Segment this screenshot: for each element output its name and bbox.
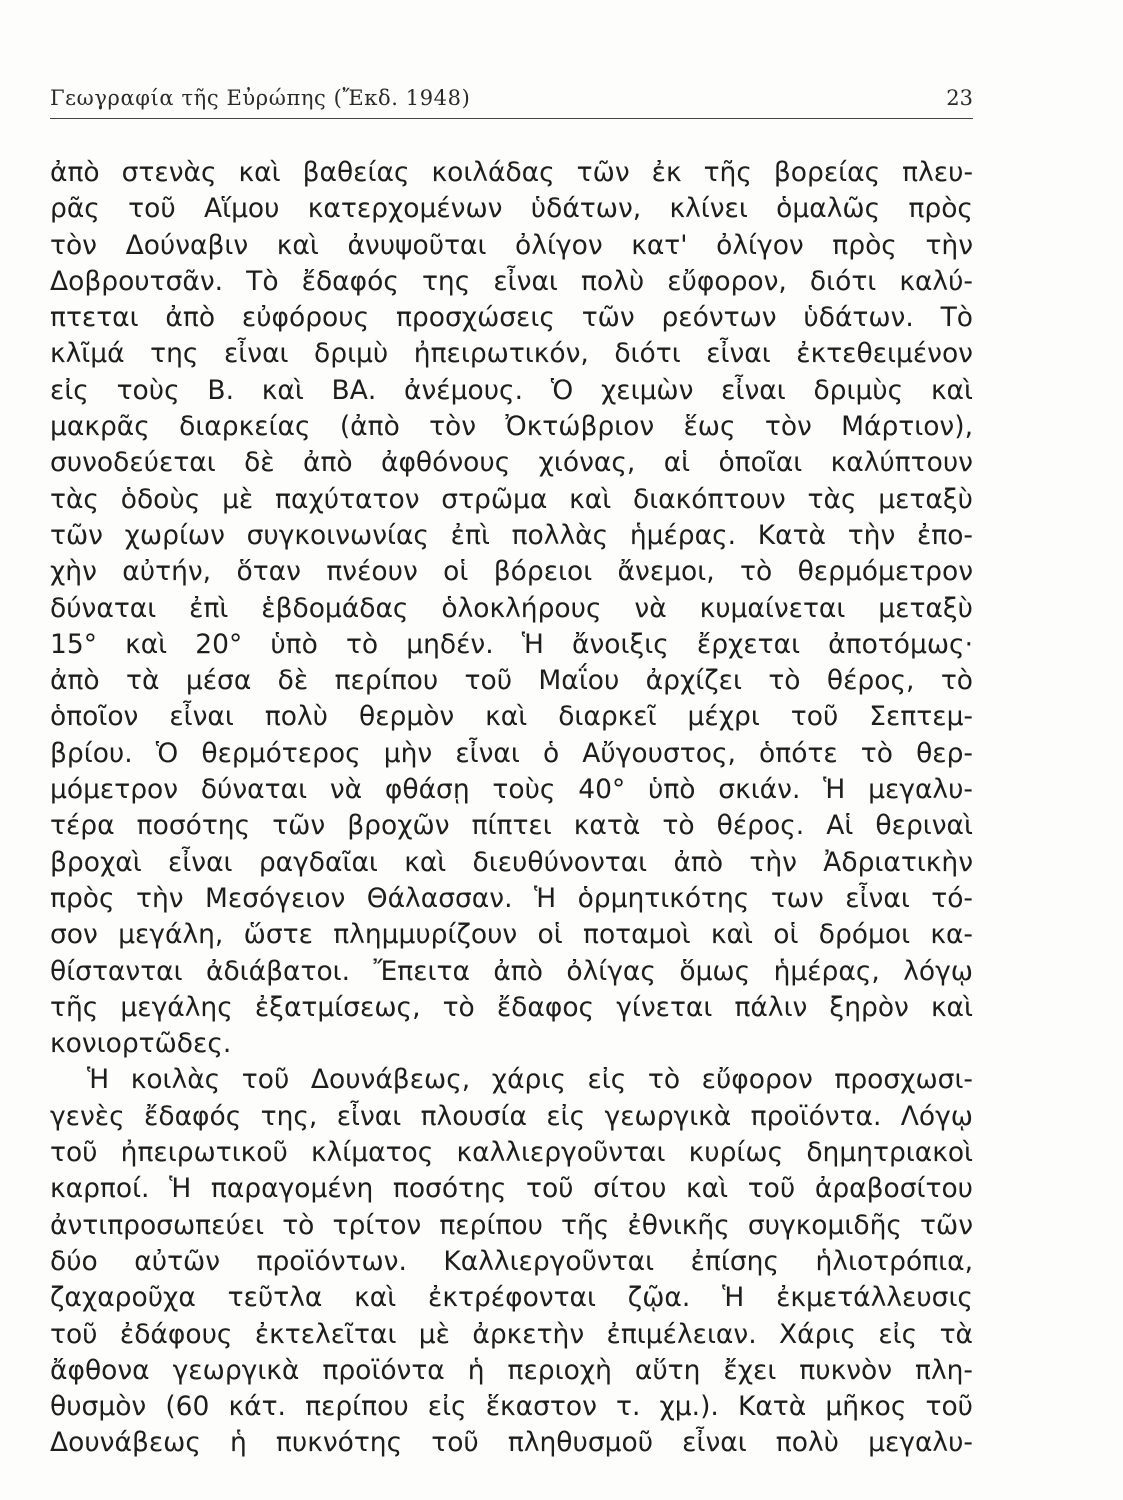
text-line: ἄφθονα γεωργικὰ προϊόντα ἡ περιοχὴ αὕτη ἔχει πυκνὸν πλη- <box>50 1354 973 1386</box>
text-line: σον μεγάλη, ὥστε πλημμυρίζουν οἱ ποταμοὶ καὶ οἱ δρόμοι κα- <box>50 919 973 951</box>
paragraph-2 <box>50 1062 973 1461</box>
text-line: συνοδεύεται δὲ ἀπὸ ἀφθόνους χιόνας, αἱ ὁποῖαι καλύπτουν <box>50 447 973 479</box>
text-line: μακρᾶς διαρκείας (ἀπὸ τὸν Ὀκτώβριον ἕως τὸν Μάρτιον), <box>50 411 973 443</box>
text-line: βροχαὶ εἶναι ραγδαῖαι καὶ διευθύνονται ἀπὸ τὴν Ἀδριατικὴν <box>50 846 973 878</box>
text-line: μόμετρον δύναται νὰ φθάσῃ τοὺς 40° ὑπὸ σκιάν. Ἡ μεγαλυ- <box>50 774 973 806</box>
text-line: δύο αὐτῶν προϊόντων. Καλλιεργοῦνται ἐπίσης ἡλιοτρόπια, <box>50 1245 973 1277</box>
paragraph-1 <box>50 155 973 1062</box>
text-line: ρᾶς τοῦ Αἵμου κατερχομένων ὑδάτων, κλίνει ὁμαλῶς πρὸς <box>50 193 973 225</box>
text-line: Δοβρουτσᾶν. Τὸ ἔδαφός της εἶναι πολὺ εὔφορον, διότι καλύ- <box>50 265 973 297</box>
text-line: δύναται ἐπὶ ἑβδομάδας ὁλοκλήρους νὰ κυμαίνεται μεταξὺ <box>50 592 973 624</box>
text-line: τῶν χωρίων συγκοινωνίας ἐπὶ πολλὰς ἡμέρας. Κατὰ τὴν ἐπο- <box>50 519 973 551</box>
text-line: Ἡ κοιλὰς τοῦ Δουνάβεως, χάρις εἰς τὸ εὔφορον προσχωσι- <box>87 1064 973 1096</box>
text-line: κλῖμά της εἶναι δριμὺ ἠπειρωτικόν, διότι εἶναι ἐκτεθειμένον <box>50 338 973 370</box>
text-line: ἀπὸ τὰ μέσα δὲ περίπου τοῦ Μαΐου ἀρχίζει τὸ θέρος, τὸ <box>50 665 973 697</box>
text-line: τοῦ ἐδάφους ἐκτελεῖται μὲ ἀρκετὴν ἐπιμέλειαν. Χάρις εἰς τὰ <box>50 1318 973 1350</box>
text-line: 15° καὶ 20° ὑπὸ τὸ μηδέν. Ἡ ἄνοιξις ἔρχεται ἀποτόμως· <box>50 628 973 660</box>
text-line: ζαχαροῦχα τεῦτλα καὶ ἐκτρέφονται ζῷα. Ἡ ἐκμετάλλευσις <box>50 1282 973 1314</box>
page-number: 23 <box>946 86 973 110</box>
text-line: θυσμὸν (60 κάτ. περίπου εἰς ἕκαστον τ. χμ.). Κατὰ μῆκος τοῦ <box>50 1391 973 1423</box>
text-line: τὰς ὁδοὺς μὲ παχύτατον στρῶμα καὶ διακόπτουν τὰς μεταξὺ <box>50 483 973 515</box>
text-line: βρίου. Ὁ θερμότερος μὴν εἶναι ὁ Αὔγουστος, ὁπότε τὸ θερ- <box>50 737 973 769</box>
body-text <box>50 155 973 1462</box>
text-line: Δουνάβεως ἡ πυκνότης τοῦ πληθυσμοῦ εἶναι πολὺ μεγαλυ- <box>50 1427 973 1459</box>
text-line: καρποί. Ἡ παραγομένη ποσότης τοῦ σίτου καὶ τοῦ ἀραβοσίτου <box>50 1173 973 1205</box>
text-line: πτεται ἀπὸ εὐφόρους προσχώσεις τῶν ρεόντων ὑδάτων. Τὸ <box>50 302 973 334</box>
running-title: Γεωγραφία τῆς Εὐρώπης (Ἔκδ. 1948) <box>50 86 471 110</box>
text-line: τὸν Δούναβιν καὶ ἀνυψοῦται ὀλίγον κατ' ὀλίγον πρὸς τὴν <box>50 229 973 261</box>
text-line: γενὲς ἔδαφός της, εἶναι πλουσία εἰς γεωργικὰ προϊόντα. Λόγῳ <box>50 1100 973 1132</box>
text-line: χὴν αὐτήν, ὅταν πνέουν οἱ βόρειοι ἄνεμοι, τὸ θερμόμετρον <box>50 556 973 588</box>
text-line: τῆς μεγάλης ἐξατμίσεως, τὸ ἔδαφος γίνεται πάλιν ξηρὸν καὶ <box>50 991 973 1023</box>
text-line: κονιορτῶδες. <box>50 1028 232 1060</box>
text-line: ὁποῖον εἶναι πολὺ θερμὸν καὶ διαρκεῖ μέχρι τοῦ Σεπτεμ- <box>50 701 973 733</box>
text-line: ἀντιπροσωπεύει τὸ τρίτον περίπου τῆς ἐθνικῆς συγκομιδῆς τῶν <box>50 1209 973 1241</box>
text-line: θίστανται ἀδιάβατοι. Ἔπειτα ἀπὸ ὀλίγας ὅμως ἡμέρας, λόγῳ <box>50 955 973 987</box>
text-line: τέρα ποσότης τῶν βροχῶν πίπτει κατὰ τὸ θέρος. Αἱ θεριναὶ <box>50 810 973 842</box>
text-line: τοῦ ἠπειρωτικοῦ κλίματος καλλιεργοῦνται κυρίως δημητριακοὶ <box>50 1137 973 1169</box>
text-line: πρὸς τὴν Μεσόγειον Θάλασσαν. Ἡ ὁρμητικότης των εἶναι τό- <box>50 882 973 914</box>
text-line: ἀπὸ στενὰς καὶ βαθείας κοιλάδας τῶν ἐκ τῆς βορείας πλευ- <box>50 157 973 188</box>
running-header <box>50 86 973 119</box>
text-line: εἰς τοὺς Β. καὶ ΒΑ. ἀνέμους. Ὁ χειμὼν εἶναι δριμὺς καὶ <box>50 374 973 406</box>
